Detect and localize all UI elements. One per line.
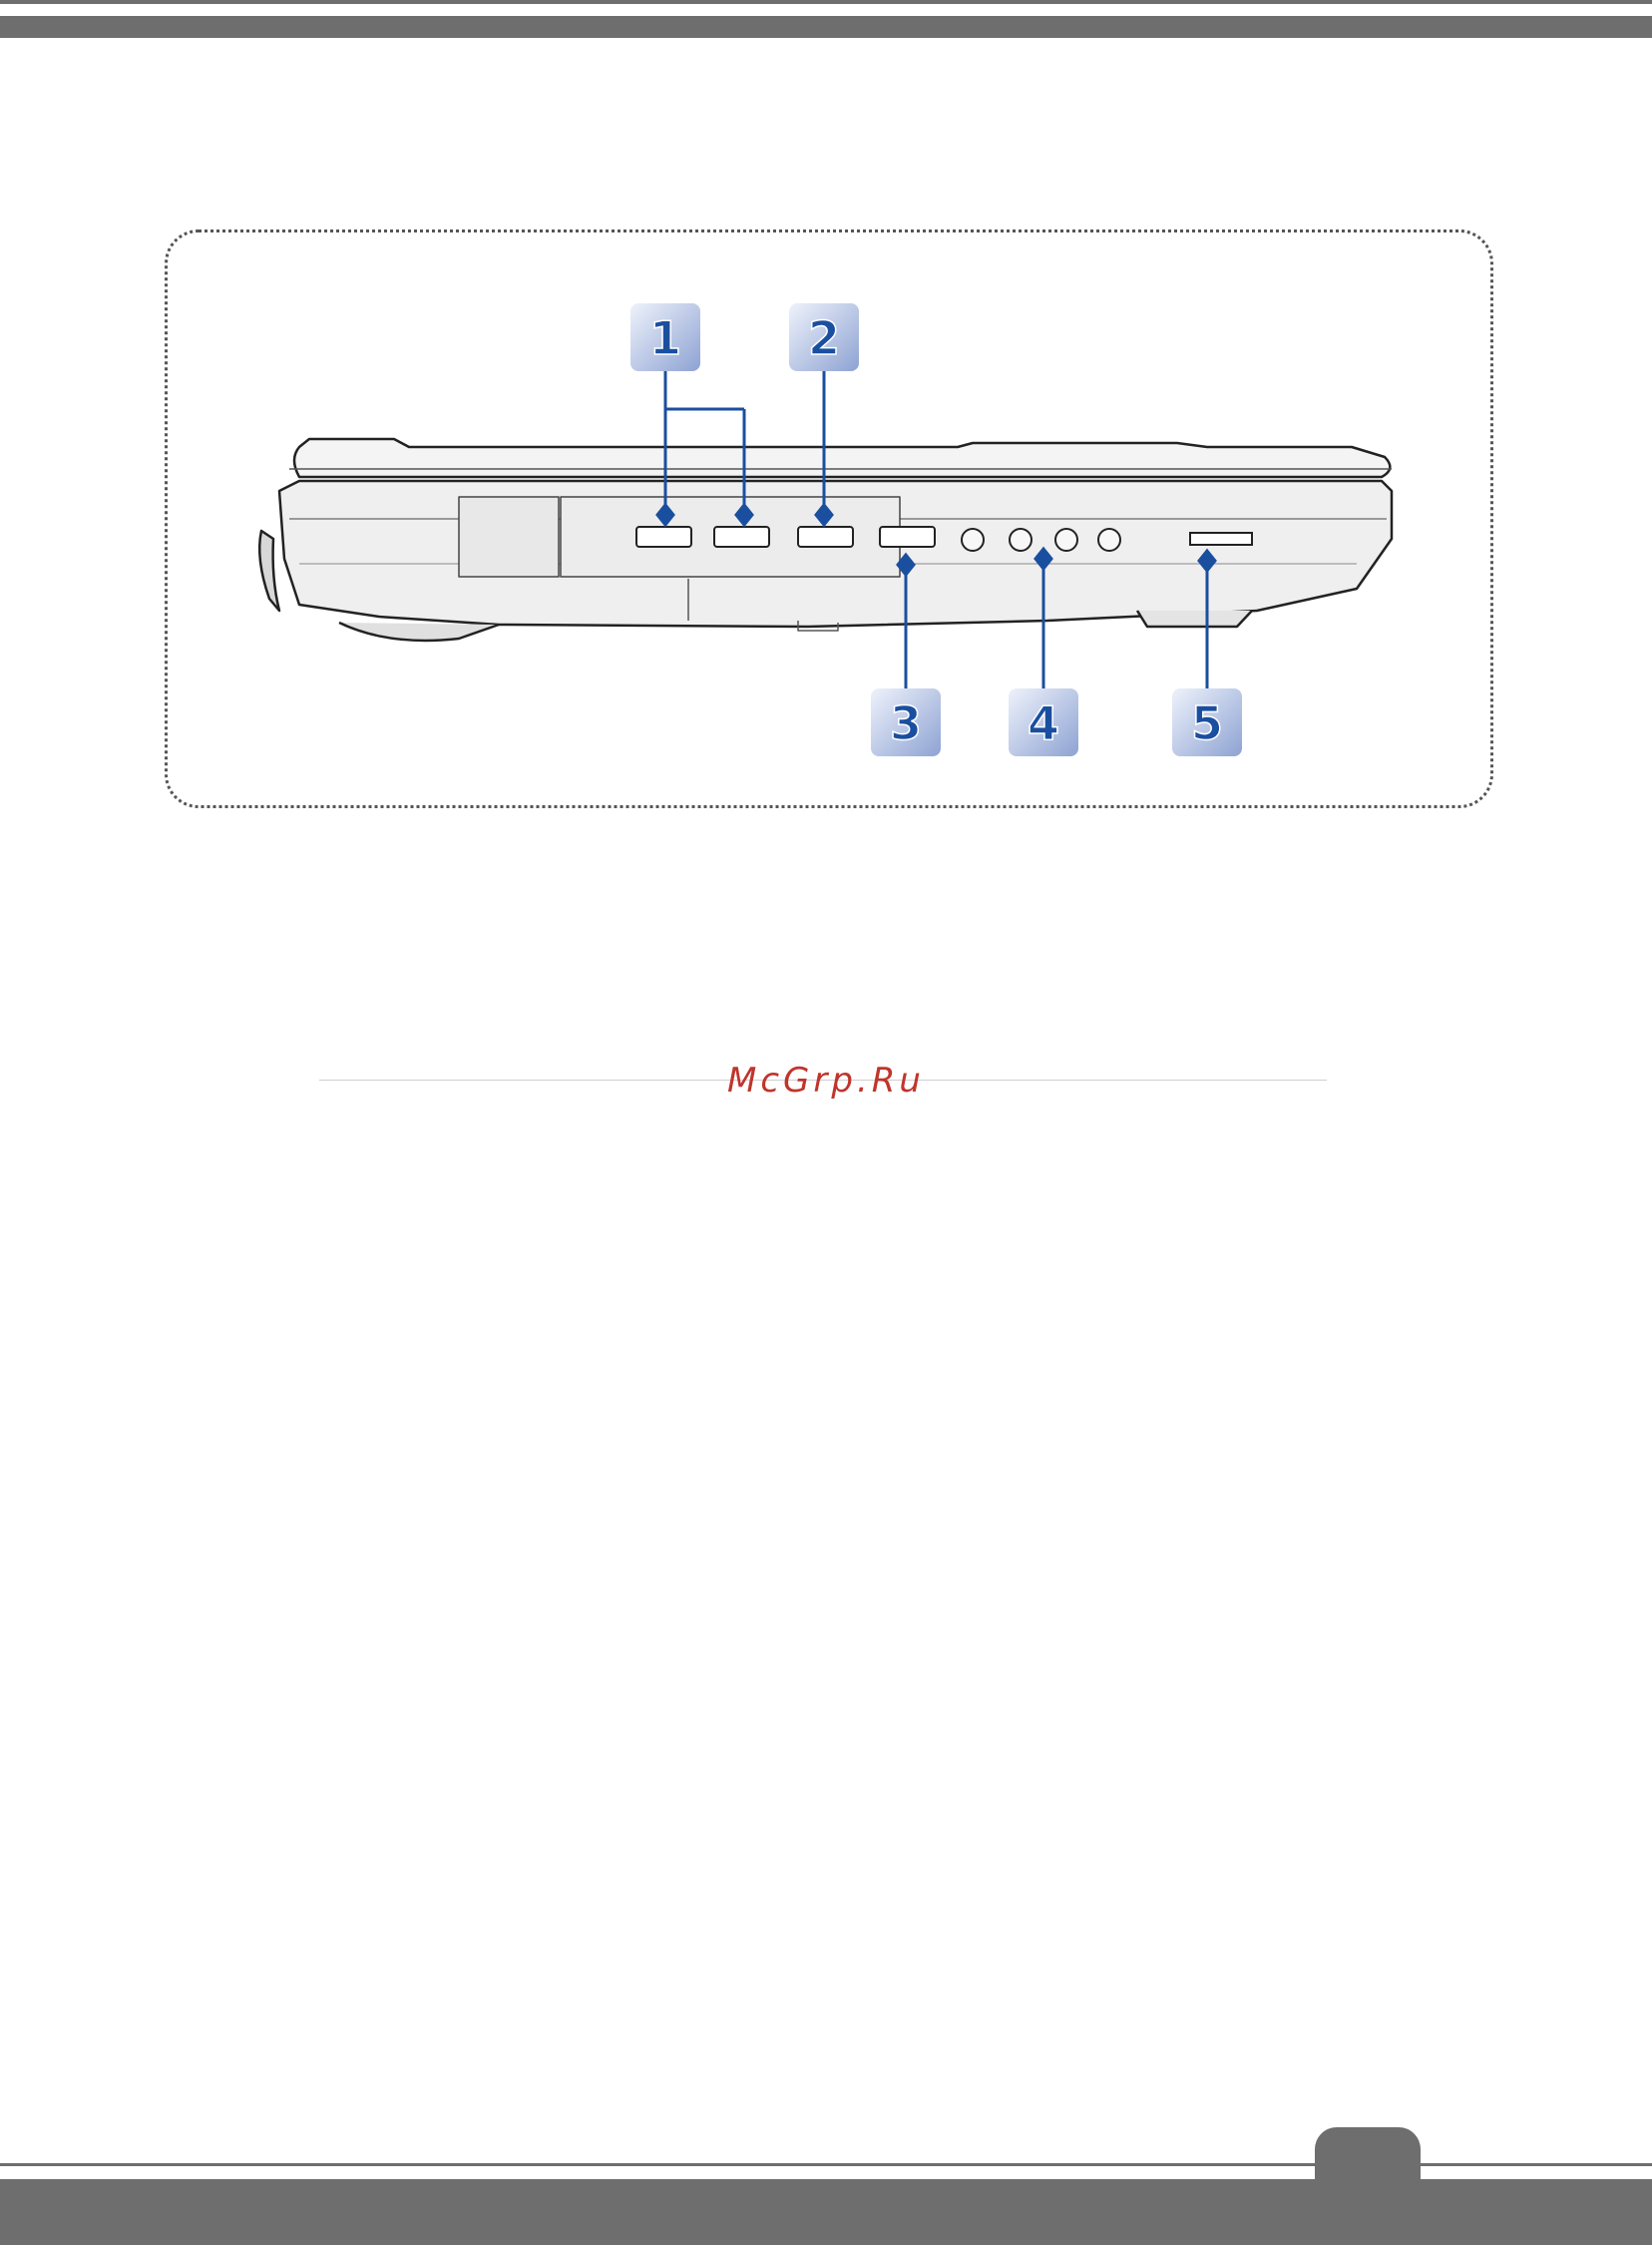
page-number-tab: [1315, 2127, 1421, 2187]
footer-rule: [0, 2163, 1652, 2166]
audio-jack: [1055, 529, 1077, 551]
callout-badge-1: [630, 303, 700, 371]
callout-badge-5: [1172, 688, 1242, 756]
usb-port: [714, 527, 769, 547]
callout-number: 4: [1027, 696, 1060, 750]
laptop-side-diagram: [0, 0, 1652, 898]
card-reader-slot: [1190, 533, 1252, 545]
audio-jack: [1010, 529, 1032, 551]
footer-bar: [0, 2179, 1652, 2245]
callout-badge-3: [871, 688, 941, 756]
audio-jack: [962, 529, 984, 551]
callout-badge-2: [789, 303, 859, 371]
callout-number: 2: [807, 311, 841, 365]
callout-number: 1: [648, 311, 682, 365]
usb-port: [880, 527, 935, 547]
callout-badge-4: [1009, 688, 1078, 756]
usb-port: [636, 527, 691, 547]
callout-number: 3: [889, 696, 923, 750]
usb-port: [798, 527, 853, 547]
callout-number: 5: [1190, 696, 1224, 750]
watermark-text: McGrp.Ru: [727, 1061, 925, 1101]
audio-jack: [1098, 529, 1120, 551]
